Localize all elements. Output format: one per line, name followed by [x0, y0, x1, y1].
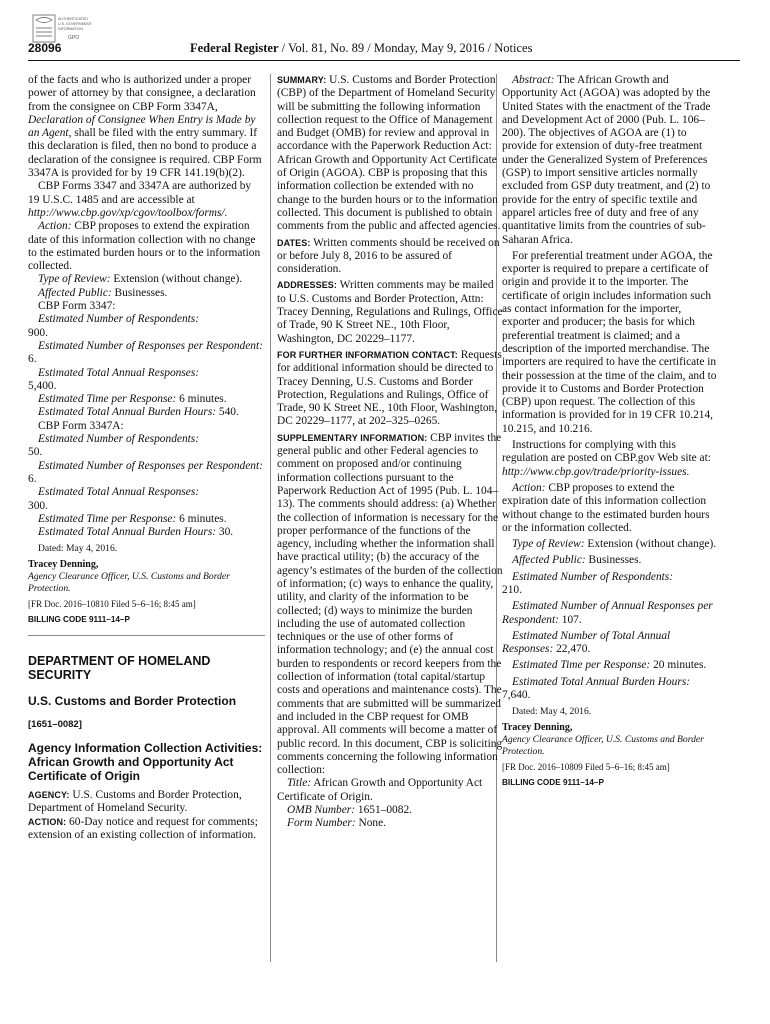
estimate-line	[502, 659, 718, 672]
estimate-line	[502, 676, 718, 703]
logo-line-3: INFORMATION	[58, 27, 83, 31]
text: of the facts and who is authorized under a proper power of attorney by that consignee, a declaration from the consignee on CBP Form 3347A,	[28, 74, 256, 113]
text: African Growth and Opportunity Act Certificate of Origin.	[277, 777, 483, 803]
billing-code: BILLING CODE 9111–14–P	[502, 778, 604, 788]
label: ADDRESSES:	[277, 280, 338, 291]
priority-issues-link[interactable]: http://www.cbp.gov/trade/priority-issues.	[502, 465, 690, 478]
text: Instructions for complying with this regulation are posted on CBP.gov Web site at:	[502, 439, 711, 465]
form-heading: CBP Form 3347A:	[38, 419, 124, 432]
estimate-line	[28, 513, 265, 526]
summary-section	[277, 74, 503, 234]
docket-number: [1651–0082]	[28, 718, 82, 730]
supplementary-section	[277, 432, 503, 778]
label: Estimated Total Annual Burden Hours:	[38, 406, 217, 419]
billing-code: BILLING CODE 9111–14–P	[28, 615, 130, 625]
action-paragraph	[502, 482, 718, 535]
label: Affected Public:	[38, 286, 112, 299]
column-3	[502, 74, 718, 790]
column-1	[28, 74, 265, 842]
column-2	[277, 74, 503, 831]
value: 6.	[28, 472, 37, 485]
label: Form Number:	[287, 817, 356, 830]
text: 1651–0082.	[355, 804, 412, 817]
signer-title: Agency Clearance Officer, U.S. Customs and Border Protection.	[28, 571, 230, 595]
label: Estimated Number of Annual Responses per Respondent:	[502, 600, 713, 626]
estimate-line	[28, 460, 265, 487]
paragraph	[28, 74, 265, 180]
estimate-line	[28, 313, 265, 326]
signer-title: Agency Clearance Officer, U.S. Customs and Border Protection.	[502, 734, 704, 758]
value: 7,640.	[502, 689, 531, 702]
label: AGENCY:	[28, 789, 70, 800]
estimate-value: 50.	[28, 446, 43, 459]
label: Title:	[287, 777, 312, 790]
abstract	[502, 74, 718, 247]
forms-link[interactable]: http://www.cbp.gov/xp/cgov/toolbox/forms/.	[28, 206, 228, 219]
text: Businesses.	[585, 554, 642, 567]
label: Estimated Number of Total Annual Responses:	[502, 629, 671, 656]
text: The African Growth and Opportunity Act (AGOA) was adopted by the United States with the enactment of the Trade and Development Act of 2000 (Pub. L. 106–200). The objectives of AGOA are (1) to provide for extension of duty-free treatment under the Generalized System of Preferences (GSP) to import sensitive articles normally excluded from GSP duty treatment, and (2) to provide for the entry of specific textile and apparel articles free of duty and free of any quantitative limits from the countries of sub-Saharan Africa.	[502, 74, 711, 246]
label: Abstract:	[512, 74, 555, 86]
label: Action:	[512, 481, 546, 494]
running-head	[190, 41, 532, 56]
text: Written comments may be mailed to U.S. Customs and Border Protection, Attn: Tracey Denning, Regulations and Rulings, Office of Trade, 90 K Street NE., 10th Floor, Washington, DC 20229–1177.	[277, 279, 503, 345]
column-divider-1	[270, 74, 271, 962]
paragraph: For preferential treatment under AGOA, the exporter is required to prepare a certificate of origin and provide it to the importer. The certificate of origin includes information such as contact information for the importer, exporter and producer; the basis for which preferential treatment is claimed; and a description of the imported merchandise. The importers are required to have the certificate in their possession at the time of the claim, and to provide it to Customs and Border Protection (CBP) upon request. The collection of this information is provided for in 19 CFR 10.214, 10.215, and 10.216.	[502, 249, 717, 435]
paragraph	[28, 180, 265, 220]
page-number: 28096	[28, 41, 62, 55]
estimate-line	[502, 600, 718, 627]
type-of-review	[502, 538, 718, 551]
text: U.S. Customs and Border Protection (CBP) of the Department of Homeland Security will be submitting the following information collection request to the Office of Management and Budget (OMB) for review and approval in accordance with the Paperwork Reduction Act: African Growth and Opportunity Act Certificate of Origin (AGOA). CBP is proposing that this information collection be extended with no change to the burden hours or to the information collected. This document is published to obtain comments from the public and affected agencies.	[277, 74, 501, 233]
label: OMB Number:	[287, 804, 356, 817]
action-paragraph	[28, 220, 265, 273]
department-heading: DEPARTMENT OF HOMELAND SECURITY	[28, 653, 211, 682]
action-line	[28, 816, 265, 843]
value: 107.	[558, 613, 582, 626]
fr-doc: [FR Doc. 2016–10810 Filed 5–6–16; 8:45 am]	[28, 599, 196, 610]
text: CBP proposes to extend the expiration date of this information collection without change to the estimated burden hours or the information collected.	[502, 481, 710, 534]
label: SUPPLEMENTARY INFORMATION:	[277, 432, 428, 443]
estimate-line	[28, 406, 265, 419]
value: 22,470.	[553, 643, 591, 656]
label: Estimated Total Annual Responses:	[38, 366, 200, 379]
type-of-review	[28, 273, 265, 286]
estimate-line	[28, 433, 265, 446]
form-number	[277, 817, 503, 830]
label: DATES:	[277, 237, 311, 248]
text: CBP invites the general public and other Federal agencies to comment on proposed and/or continuing information collections pursuant to the Paperwork Reduction Act of 1995 (Pub. L. 104–13). The comments should address: (a) Whether the collection of information is necessary for the proper performance of the functions of the agency, including whether the information shall have practical utility; (b) the accuracy of the agency’s estimates of the burden of the collection of information; (c) ways to enhance the quality, utility, and clarity of the information to be collected; (d) ways to minimize the burden including the use of automated collection techniques or the use of other forms of information technology; and (e) the annual cost burden to respondents or record keepers from the collection of information (total capital/startup costs and operations and maintenance costs). The comments that are submitted will be summarized and included in the CBP request for OMB approval. All comments will become a matter of public record. In this document, CBP is soliciting comments concerning the following information collection:	[277, 431, 503, 777]
paragraph	[502, 439, 718, 479]
estimate-line	[28, 526, 265, 539]
logo-line-2: U.S. GOVERNMENT	[58, 22, 92, 26]
label: Type of Review:	[38, 273, 111, 286]
label: Estimated Time per Response:	[38, 393, 177, 406]
estimate-line	[502, 630, 718, 657]
label: Estimated Number of Respondents:	[38, 433, 200, 446]
label: Estimated Number of Responses per Respondent:	[38, 459, 263, 472]
label: Estimated Number of Responses per Respondent:	[38, 339, 263, 352]
addresses-section	[277, 279, 503, 345]
label: Type of Review:	[512, 538, 585, 551]
estimate-line	[28, 486, 265, 499]
dated: Dated: May 4, 2016.	[512, 706, 592, 718]
contact-section	[277, 349, 503, 429]
label: Action:	[38, 220, 72, 233]
affected-public	[502, 554, 718, 567]
publication-name: Federal Register	[190, 41, 279, 55]
issue-details: / Vol. 81, No. 89 / Monday, May 9, 2016 / Notices	[278, 41, 533, 55]
estimate-line	[28, 393, 265, 406]
agency-line	[28, 789, 265, 816]
label: Estimated Time per Response:	[512, 659, 651, 672]
form-heading: CBP Form 3347:	[38, 300, 116, 313]
fr-doc: [FR Doc. 2016–10809 Filed 5–6–16; 8:45 am]	[502, 762, 670, 773]
agency-heading: U.S. Customs and Border Protection	[28, 693, 237, 708]
value: 540.	[216, 406, 239, 419]
label: Estimated Total Annual Burden Hours:	[38, 526, 217, 539]
dated: Dated: May 4, 2016.	[38, 543, 118, 555]
text: CBP Forms 3347 and 3347A are authorized by 19 U.S.C. 1485 and are accessible at	[28, 180, 252, 206]
value: 30.	[216, 526, 234, 539]
label: Estimated Time per Response:	[38, 512, 177, 525]
value: 6.	[28, 353, 37, 366]
text: Businesses.	[111, 286, 168, 299]
estimate-value: 210.	[502, 583, 522, 596]
text: None.	[355, 817, 387, 830]
estimate-line	[28, 340, 265, 367]
value: 6 minutes.	[176, 393, 227, 406]
estimate-value: 300.	[28, 499, 48, 512]
text: Written comments should be received on or before July 8, 2016 to be assured of consideration.	[277, 236, 500, 276]
omb-number	[277, 804, 503, 817]
title-line	[277, 777, 503, 804]
header-rule	[28, 60, 740, 61]
label: Estimated Total Annual Burden Hours:	[512, 675, 691, 688]
label: ACTION:	[28, 816, 67, 827]
value: 20 minutes.	[650, 659, 707, 672]
text: U.S. Customs and Border Protection, Department of Homeland Security.	[28, 788, 242, 815]
text: 60-Day notice and request for comments; extension of an existing collection of information.	[28, 815, 258, 841]
text: Extension (without change).	[110, 273, 243, 286]
text: Extension (without change).	[584, 538, 717, 551]
label: Estimated Total Annual Responses:	[38, 486, 200, 499]
estimate-value: 5,400.	[28, 379, 57, 392]
text: shall be filed with the entry summary. If this declaration is filed, then no bond to produce a declaration of the consignee is required. CBP Form 3347A is provided for by 19 CFR 141.19(b)(2).	[28, 127, 262, 180]
label: Estimated Number of Respondents:	[512, 570, 674, 583]
label: Estimated Number of Respondents:	[38, 313, 200, 326]
text: CBP proposes to extend the expiration date of this information collection with no change to the estimated burden hours or to the information collected.	[28, 220, 261, 273]
value: 6 minutes.	[176, 512, 227, 525]
text: Requests for additional information should be directed to Tracey Denning, U.S. Customs and Border Protection, Regulations and Rulings, Office of Trade, 90 K Street NE., 10th Floor, Washington, DC 20229–1177, at 202–325–0265.	[277, 348, 502, 428]
estimate-value: 900.	[28, 326, 48, 339]
form-title: Declaration of Consignee When Entry is Made by an Agent,	[28, 113, 256, 140]
affected-public	[28, 287, 265, 300]
logo-line-1: AUTHENTICATED	[58, 17, 88, 21]
label: FOR FURTHER INFORMATION CONTACT:	[277, 349, 458, 360]
signer-name: Tracey Denning,	[502, 722, 573, 734]
section-rule	[28, 635, 265, 636]
logo-line-4: GPO	[68, 35, 80, 41]
estimate-line	[502, 571, 718, 584]
label: Affected Public:	[512, 554, 586, 567]
notice-subject: Agency Information Collection Activities: African Growth and Opportunity Act Certificate of Origin	[28, 740, 263, 783]
estimate-line	[28, 367, 265, 380]
signer-name: Tracey Denning,	[28, 559, 99, 571]
dates-section	[277, 237, 503, 277]
label: SUMMARY:	[277, 75, 327, 85]
